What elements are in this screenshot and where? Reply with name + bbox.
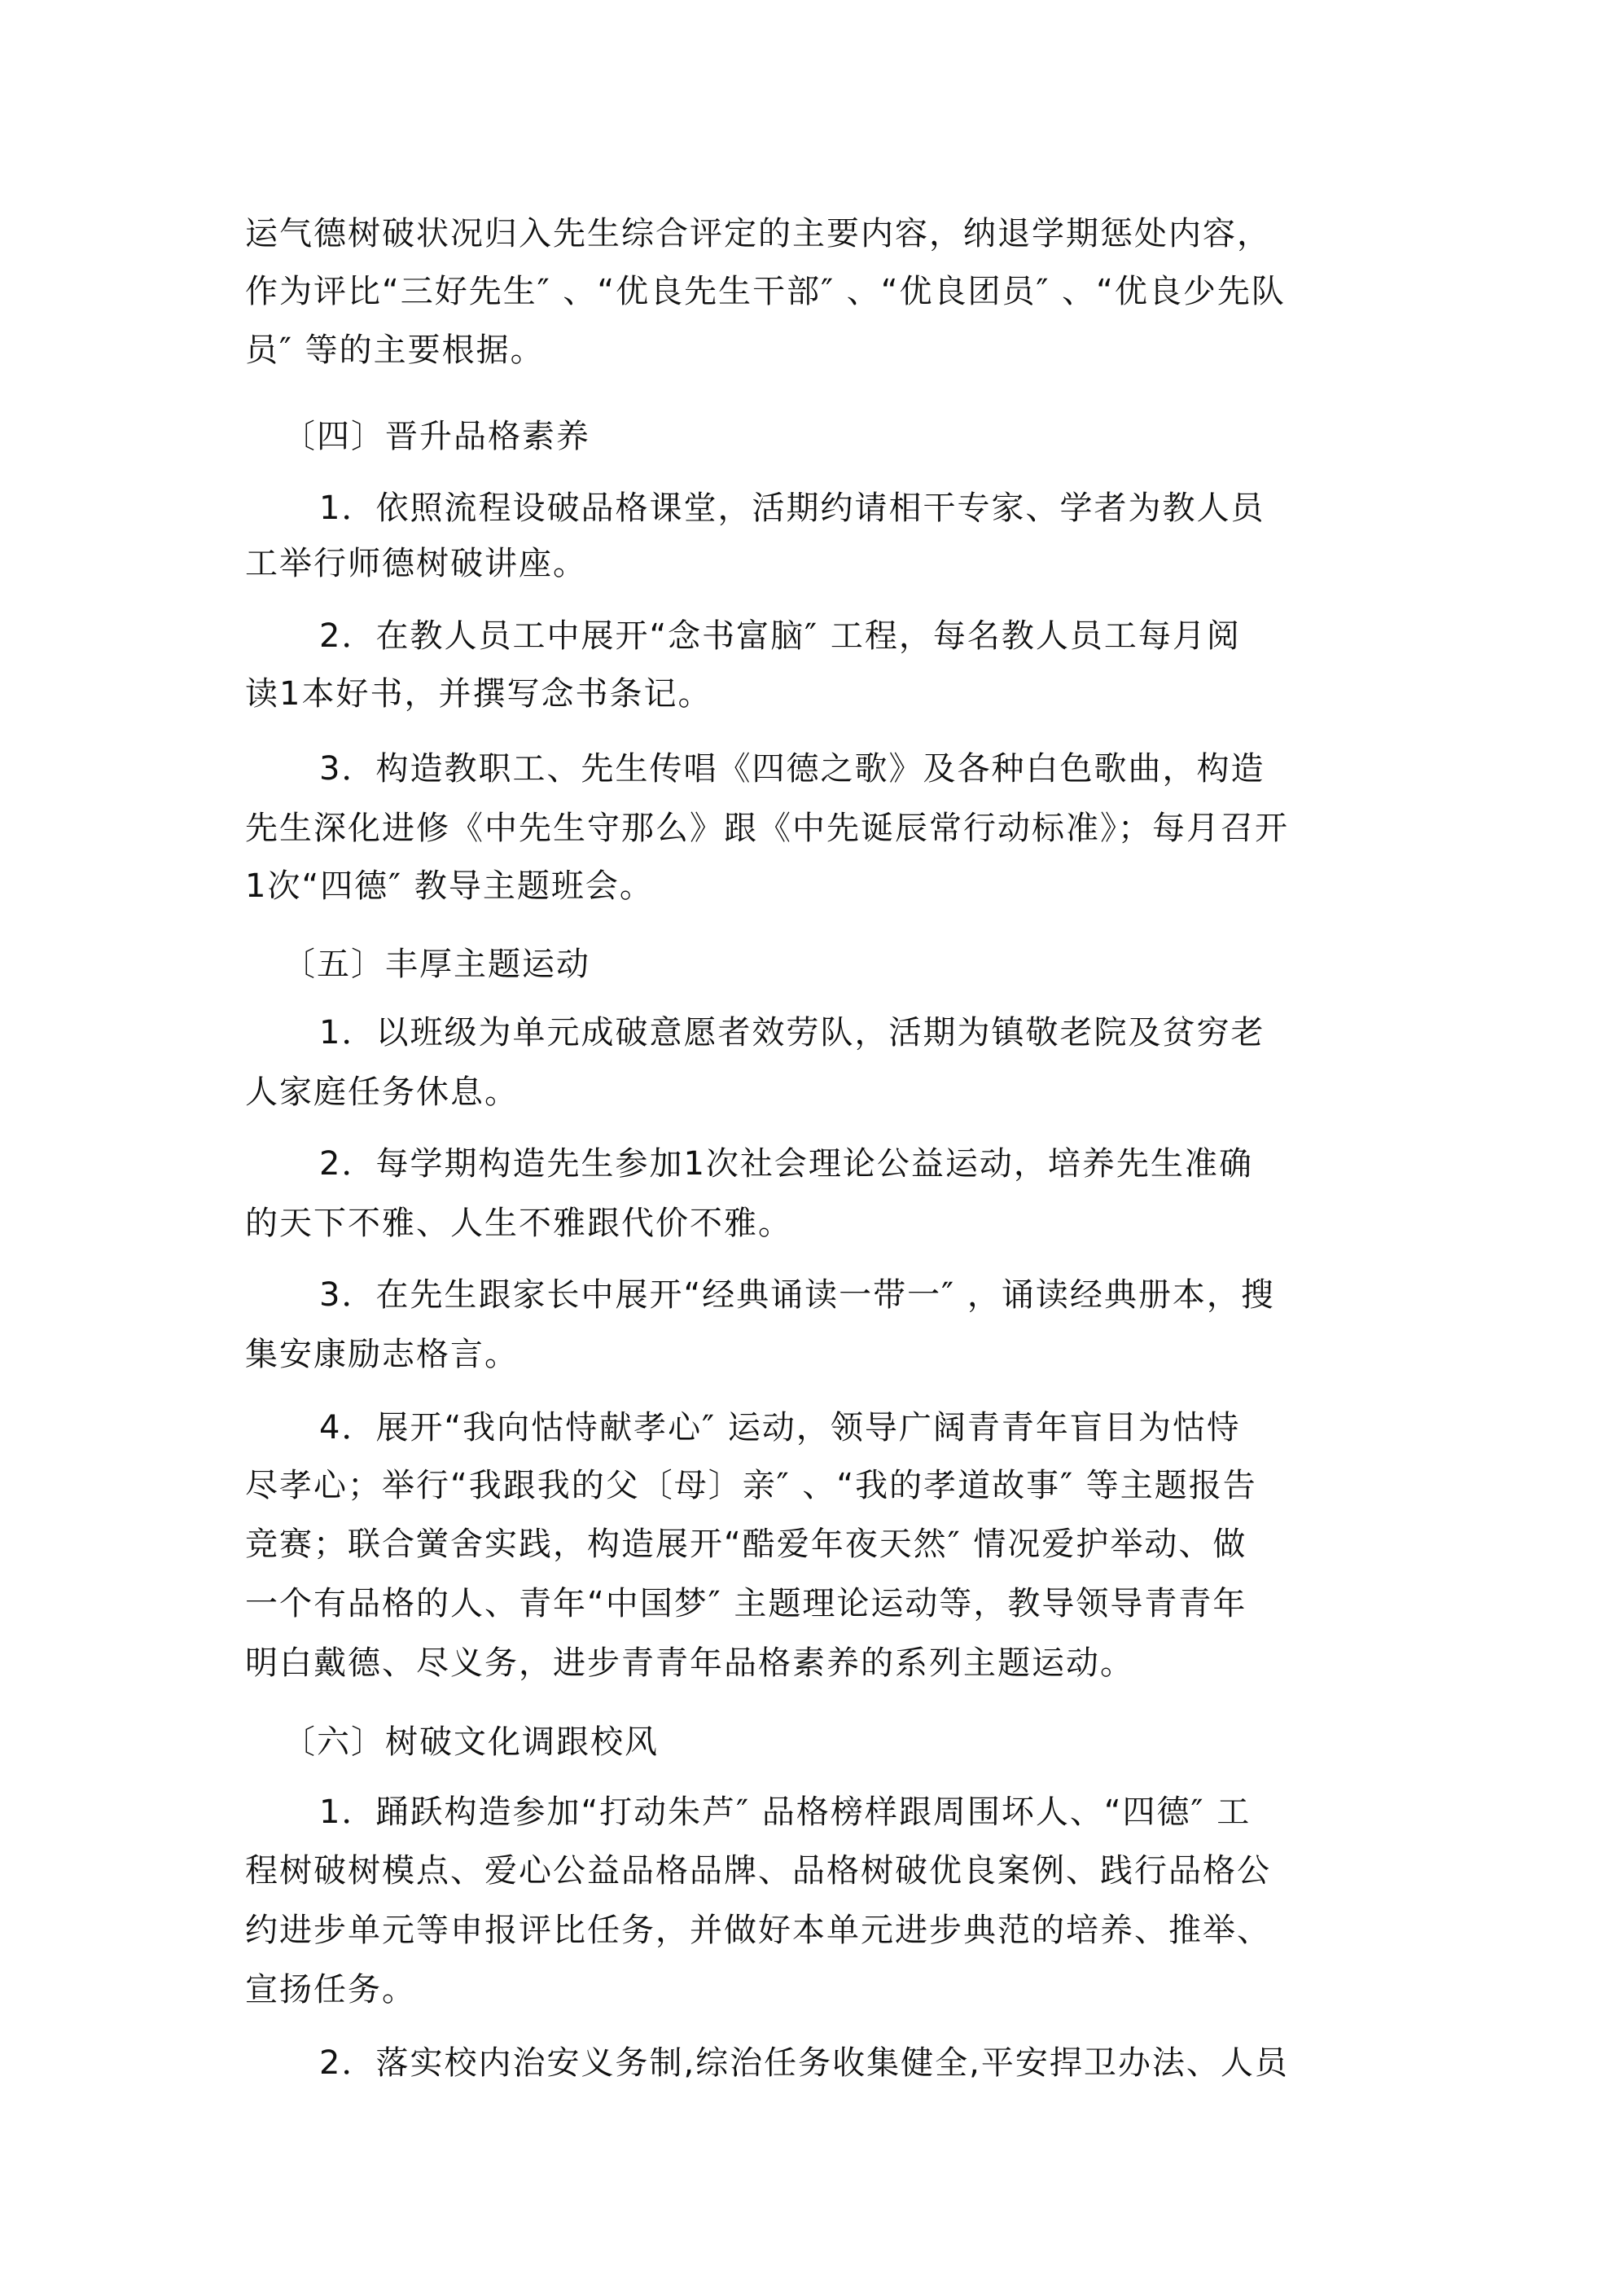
text-line: 明白戴德、尽义务，进步青青年品格素养的系列主题运动。 (245, 1644, 1134, 1682)
list-item-text: 2．每学期构造先生参加1次社会理论公益运动，培养先生准确 (319, 1145, 1253, 1183)
text-line: 一个有品格的人、青年“中国梦″ 主题理论运动等，教导领导青青年 (245, 1585, 1247, 1622)
list-item-text: 4．展开“我向怙恃献孝心″ 运动，领导广阔青青年盲目为怙恃 (319, 1409, 1241, 1447)
list-item-text: 3．构造教职工、先生传唱《四德之歌》及各种白色歌曲，构造 (319, 750, 1265, 788)
text-line: 先生深化进修《中先生守那么》跟《中先诞辰常行动标准》；每月召开 (245, 810, 1289, 847)
text-line: 程树破树模点、爱心公益品格品牌、品格树破优良案例、践行品格公 (245, 1852, 1271, 1890)
list-item-text: 2．落实校内治安义务制,综治任务收集健全,平安捍卫办法、人员 (319, 2044, 1289, 2082)
text-line: 的天下不雅、人生不雅跟代价不雅。 (245, 1205, 792, 1242)
list-item-text: 3．在先生跟家长中展开“经典诵读一带一″ ，诵读经典册本，搜 (319, 1276, 1275, 1314)
text-line: 作为评比“三好先生″ 、“优良先生干部″ 、“优良团员″ 、“优良少先队 (245, 273, 1286, 310)
text-line: 工举行师德树破讲座。 (245, 545, 587, 582)
text-line: 员″ 等的主要根据。 (245, 331, 545, 369)
text-line: 运气德树破状况归入先生综合评定的主要内容，纳退学期惩处内容， (245, 215, 1271, 252)
text-line: 竞赛；联合黉舍实践，构造展开“酷爱年夜天然″ 情况爱护举动、做 (245, 1526, 1247, 1563)
text-line: 宣扬任务。 (245, 1971, 416, 2008)
list-item-text: 1．依照流程设破品格课堂，活期约请相干专家、学者为教人员 (319, 489, 1265, 527)
section-heading: 〔四〕晋升品格素养 (283, 418, 590, 455)
list-item-text: 1．以班级为单元成破意愿者效劳队，活期为镇敬老院及贫穷老 (319, 1014, 1265, 1051)
text-line: 读1本好书，并撰写念书条记。 (245, 675, 712, 713)
text-line: 尽孝心；举行“我跟我的父〔母〕亲″ 、“我的孝道故事″ 等主题报告 (245, 1467, 1257, 1504)
section-heading: 〔六〕树破文化调跟校风 (283, 1723, 659, 1761)
section-heading: 〔五〕丰厚主题运动 (283, 946, 590, 983)
list-item-text: 1．踊跃构造参加“打动朱芦″ 品格榜样跟周围坏人、“四德″ 工 (319, 1793, 1252, 1831)
text-line: 人家庭任务休息。 (245, 1073, 519, 1111)
list-item-text: 2．在教人员工中展开“念书富脑″ 工程，每名教人员工每月阅 (319, 617, 1241, 655)
text-line: 集安康励志格言。 (245, 1336, 519, 1373)
text-line: 1次“四德″ 教导主题班会。 (245, 867, 654, 905)
text-line: 约进步单元等申报评比任务，并做好本单元进步典范的培养、推举、 (245, 1912, 1271, 1949)
